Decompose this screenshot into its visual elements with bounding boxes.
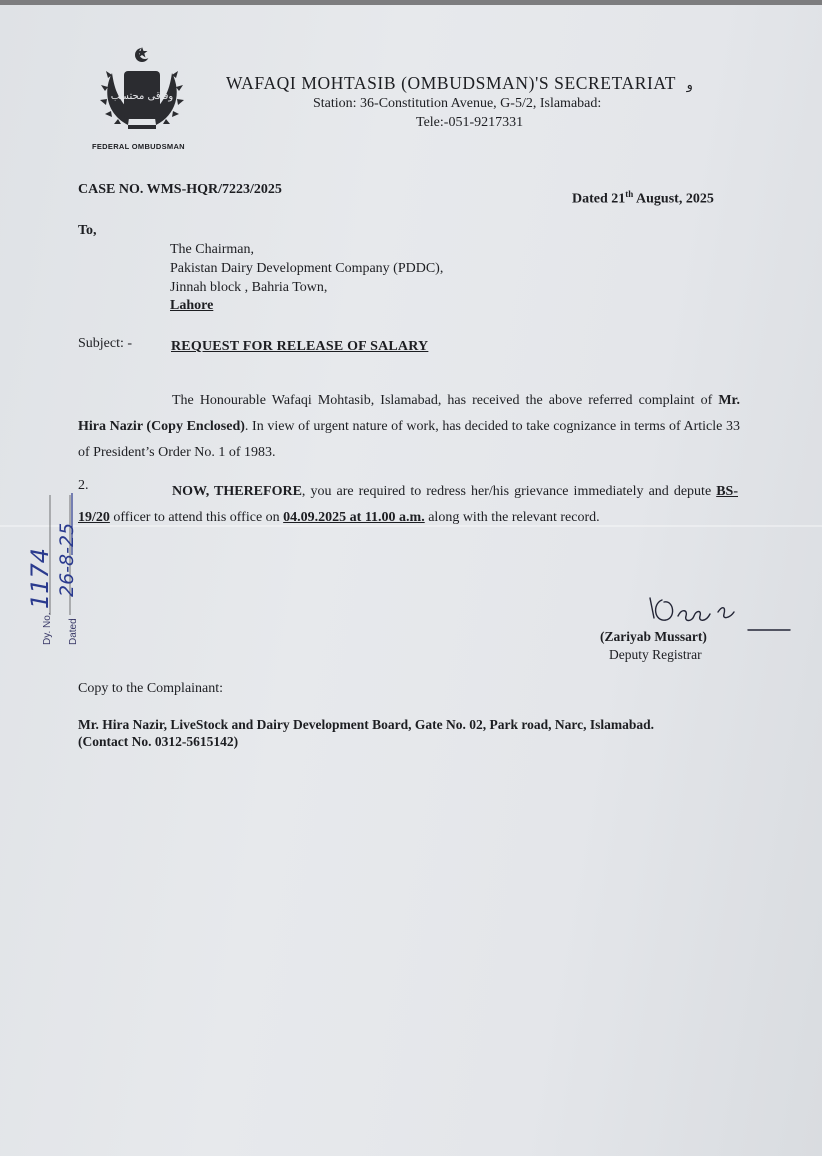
para2-text: , you are required to redress her/his grievance immediately and depute (301, 484, 717, 499)
diary-date-value: 26-8-25 (56, 522, 78, 597)
date-sup: th (625, 189, 634, 199)
para2-text-end: along with the relevant record. (424, 510, 600, 525)
copy-to-label: Copy to the Complainant: (78, 681, 224, 696)
date-prefix: Dated 21 (572, 191, 626, 207)
address-line: Pakistan Dairy Development Company (PDDC), (170, 261, 444, 276)
case-number: CASE NO. WMS-HQR/7223/2025 (78, 182, 282, 197)
para1-text-cont: . In view of urgent nature of work, has decided to take cognizance in terms of Article 33 of President’s Order No. 1 of 1983. (78, 419, 740, 460)
signatory-designation: Deputy Registrar (609, 647, 702, 662)
copy-to-address: Mr. Hira Nazir, LiveStock and Dairy Development Board, Gate No. 02, Park road, Narc, Islamabad. (78, 717, 654, 732)
hearing-date: 04.09.2025 at 11.00 a.m. (283, 510, 425, 525)
letter-date (572, 189, 714, 208)
para1-text: The Honourable Wafaqi Mohtasib, Islamabad, has received the above referred complaint of (172, 393, 719, 408)
paragraph-2 (78, 479, 738, 531)
diary-number-label: Dy. No. (42, 612, 53, 645)
subject-label: Subject: - (78, 336, 133, 351)
letterhead-title-row (226, 73, 693, 94)
para2-text-cont: officer to attend this office on (109, 510, 284, 525)
officer-grade: BS-19/20 (78, 484, 738, 525)
letterhead-station: Station: 36-Constitution Avenue, G-5/2, Islamabad: (313, 96, 602, 111)
signatory-name: (Zariyab Mussart) (600, 629, 707, 644)
emblem-caption: FEDERAL OMBUDSMAN (92, 142, 185, 151)
to-label: To, (78, 223, 97, 238)
letter-page (0, 5, 822, 1156)
letterhead-tele: Tele:-051-9217331 (416, 115, 524, 130)
address-line: Jinnah block , Bahria Town, (170, 280, 328, 295)
address-line: The Chairman, (170, 242, 254, 257)
subject-text: REQUEST FOR RELEASE OF SALARY (171, 339, 429, 354)
copy-to-contact: (Contact No. 0312-5615142) (78, 734, 239, 749)
emblem-script: وفاقی محتسب (110, 91, 174, 102)
date-suffix: August, 2025 (633, 191, 714, 207)
diary-dated-label: Dated (68, 618, 79, 645)
diary-number-value: 1174 (26, 547, 54, 609)
now-therefore: NOW, THEREFORE (172, 484, 302, 499)
paragraph-1 (78, 388, 740, 466)
federal-ombudsman-emblem (98, 45, 186, 137)
complainant-name: Mr. Hira Nazir (Copy Enclosed) (78, 393, 740, 434)
letterhead-title: WAFAQI MOHTASIB (OMBUDSMAN)'S SECRETARIAT (226, 73, 676, 93)
para2-number: 2. (78, 478, 89, 493)
letterhead-mark: و (686, 77, 693, 92)
address-city: Lahore (170, 298, 214, 313)
